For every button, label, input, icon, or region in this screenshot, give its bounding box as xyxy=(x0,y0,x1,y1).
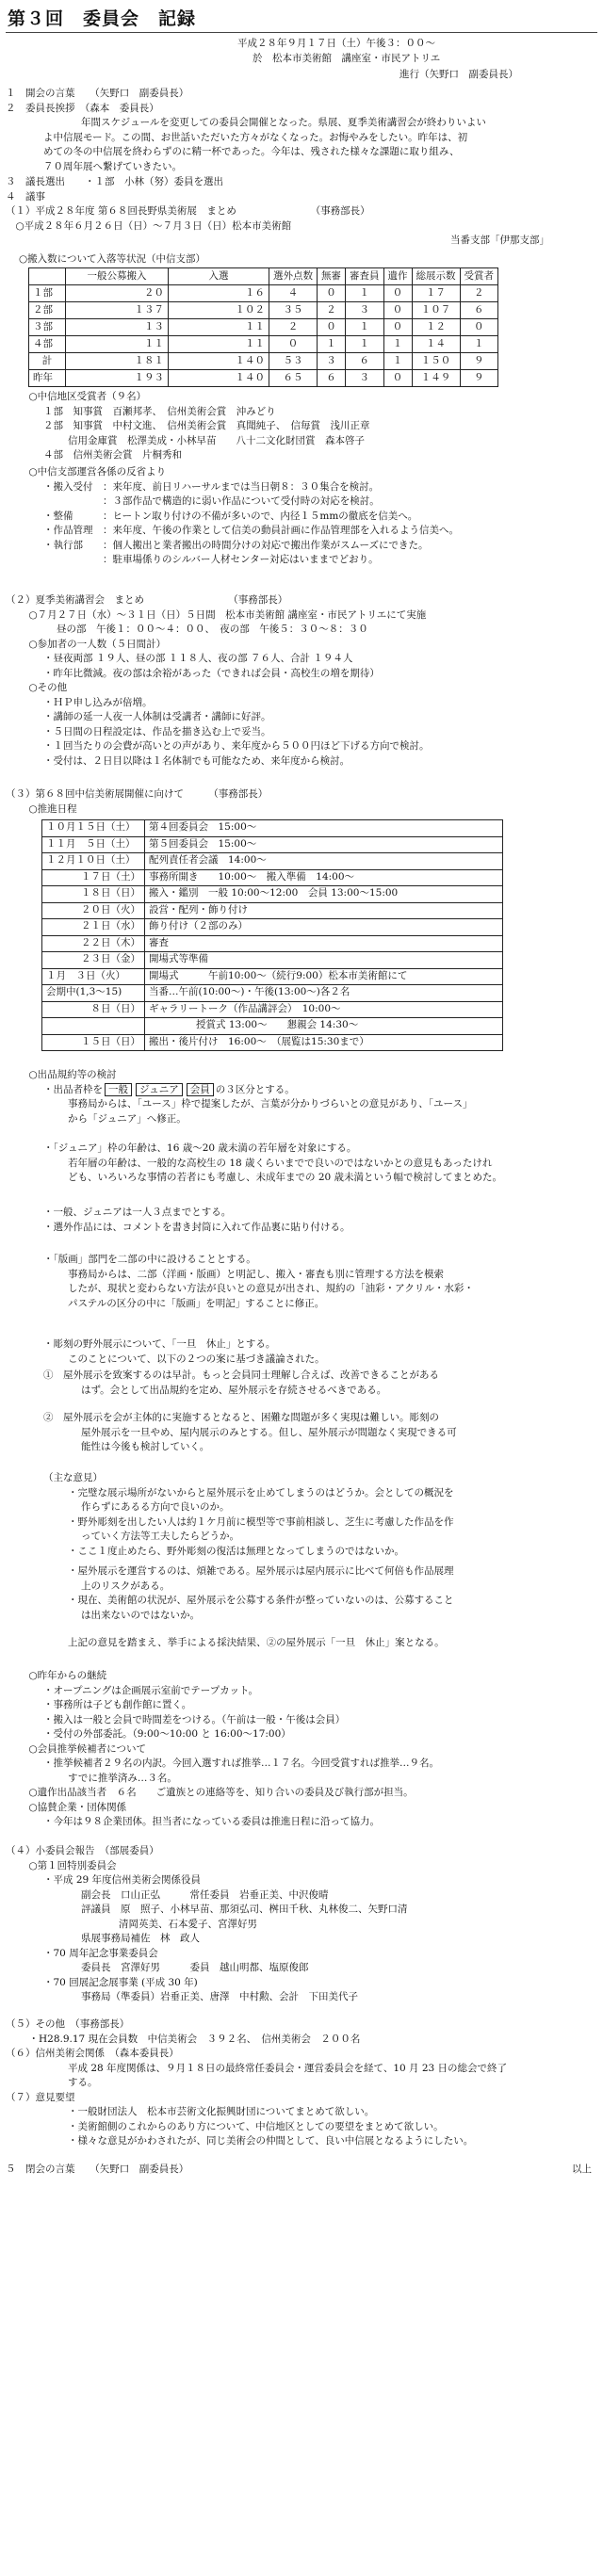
table-row xyxy=(29,353,498,370)
option-2-cont: 屋外展示を一旦やめ、屋内展示のみとする。但し、屋外展示が問題なく実現できる可 xyxy=(81,1426,457,1438)
summer-course-section xyxy=(0,593,603,769)
table-cell: １ xyxy=(318,336,346,353)
table-cell: ０ xyxy=(318,285,346,302)
schedule-row xyxy=(42,985,503,1002)
summer-line: 昼の部 午後１：００～４：００、 夜の部 午後５：３０～８：３０ xyxy=(57,624,368,635)
schedule-date xyxy=(42,1018,145,1035)
opinion-line: 上のリスクがある。 xyxy=(81,1580,171,1592)
continuing-line: ・今年は９８企業団体。担当者になっている委員は推進日程に沿って協力。 xyxy=(43,1816,380,1827)
schedule-event: 第４回委員会 15:00～ xyxy=(145,820,503,837)
review-line: ・整備 ：ヒートン取り付けの不備が多いので、内径１５mmの徹底を信美へ。 xyxy=(43,510,418,522)
continuing-line: ○遺作出品該当者 ６名 ご遺族との連絡等を、知り合いの委員及び執行部が担当。 xyxy=(19,1787,414,1798)
table-cell: ２ xyxy=(318,302,346,319)
schedule-event: 授賞式 13:00～ 懇親会 14:30～ xyxy=(145,1018,503,1035)
table-cell: ２ xyxy=(460,285,498,302)
continuing-line: ・推挙候補者２９名の内訳。今回入選すれば推挙…１７名。今回受賞すれば推挙…９名。 xyxy=(43,1758,439,1769)
schedule-date: 会期中(1,3～15) xyxy=(42,985,145,1002)
schedule-date: １８日（日） xyxy=(42,886,145,903)
meeting-date: 平成２８年９月１７日（土）午後３：００～ xyxy=(237,38,435,49)
table-cell: １９３ xyxy=(66,370,169,387)
opinion-line: ・屋外展示を運営するのは、煩雑である。屋外展示は屋内展示に比べて何倍も作品展理 xyxy=(68,1565,454,1577)
sculpture-section xyxy=(0,1337,603,1455)
table-cell: ０ xyxy=(460,319,498,336)
schedule-event: 設営・配列・飾り付け xyxy=(145,902,503,919)
summer-line: ○参加者の一人数（５日間計） xyxy=(19,638,167,650)
table-cell: ３ xyxy=(346,370,384,387)
section-heading: （４）小委員会報告 （部展委員） xyxy=(6,1845,159,1856)
section-heading: （主な意見） xyxy=(43,1472,103,1483)
general-line: ・一般、ジュニアは一人３点までとする。 xyxy=(43,1207,232,1218)
option-2-cont: 能性は今後も検討していく。 xyxy=(81,1441,210,1452)
schedule-row xyxy=(42,1018,503,1035)
subcommittee-line: 副会長 口山正弘 常任委員 岩垂正美、中沢俊晴 xyxy=(81,1888,329,1901)
entry-stats-caption xyxy=(0,252,603,267)
table-cell: １０２ xyxy=(169,302,269,319)
subcommittee-line: ・70 周年記念事業委員会 xyxy=(43,1947,158,1959)
row-label: １部 xyxy=(29,285,66,302)
subcommittee-line: 事務局（準委員）岩垂正美、唐澤 中村勲、会計 下田美代子 xyxy=(81,1991,358,2002)
others-section xyxy=(0,2017,603,2149)
general-line: ・選外作品には、コメントを書き封筒に入れて作品裏に貼り付ける。 xyxy=(43,1221,350,1233)
table-cell: １６ xyxy=(169,285,269,302)
subcommittee-line: 県展事務局補佐 林 政人 xyxy=(81,1933,200,1944)
table-cell: ６ xyxy=(346,353,384,370)
section-heading: （２）夏季美術講習会 まとめ （事務部長） xyxy=(6,594,288,606)
row-label: ２部 xyxy=(29,302,66,319)
schedule-caption: ○推進日程 xyxy=(19,802,77,815)
summer-line: ○７月２７日（水）～３１日（日）５日間 松本市美術館 講座室・市民アトリエにて実施 xyxy=(19,608,427,621)
header-cell: 入選 xyxy=(169,268,269,285)
schedule-event: 搬出・後片付け 16:00～ （展覧は15:30まで） xyxy=(145,1034,503,1051)
summer-line: ・５日間の日程設定は、作品を描き込む上で妥当。 xyxy=(43,725,271,737)
section-heading: （１）平成２８年度 第６８回長野県美術展 まとめ （事務部長） xyxy=(6,205,370,217)
category-line xyxy=(0,1083,603,1098)
schedule-date: １月 ３日（火） xyxy=(42,968,145,985)
row-label: 昨年 xyxy=(29,370,66,387)
award-line: 信用金庫賞 松澤美成・小林早苗 八十二文化財団賞 森本啓子 xyxy=(68,434,365,446)
hanga-line: 事務局からは、二部（洋画・版画）と明記し、搬入・審査も別に管理する方法を模索 xyxy=(68,1268,444,1280)
document-title: 第３回 委員会 記録 xyxy=(8,8,197,29)
header-cell: 遺作 xyxy=(383,268,412,285)
vote-result: 上記の意見を踏まえ、挙手による採決結果、②の屋外展示「一旦 休止」案となる。 xyxy=(68,1637,445,1648)
hanga-line: ・「版画」部門を二部の中に設けることとする。 xyxy=(43,1254,256,1265)
summer-line: ・昼夜両部 １９人、昼の部 １１８人、夜の部 ７６人、合計 １９４人 xyxy=(43,653,353,664)
header-cell: 総展示数 xyxy=(412,268,460,285)
schedule-row xyxy=(42,968,503,985)
entry-stats-table-wrap xyxy=(28,267,556,387)
agenda-item: ２ 委員長挨拶 （森本 委員長） xyxy=(6,102,159,114)
section-heading: （５）その他 （事務部長） xyxy=(6,2018,130,2030)
table-cell: １ xyxy=(383,336,412,353)
entry-stats-table xyxy=(28,267,498,387)
agenda-item: ４ 議事 xyxy=(6,190,45,203)
award-line: ２部 知事賞 中村文進、 信州美術会賞 真聞純子、 信毎賞 浅川正章 xyxy=(43,420,370,431)
table-cell: １４０ xyxy=(169,353,269,370)
subcommittee-line: ○第１回特別委員会 xyxy=(19,1859,117,1871)
table-cell: １５０ xyxy=(412,353,460,370)
schedule-row xyxy=(42,902,503,919)
greeting-line: よ中信展モード。この間、お世話いただいた方々がなくなった。お悔やみをしたい。昨年は、初 xyxy=(43,131,468,143)
table-cell: ９ xyxy=(460,353,498,370)
closing-line: ５ 閉会の言葉 （矢野口 副委員長） xyxy=(6,2163,189,2175)
others-line: ・一般財団法人 松本市芸術文化振興財団についてまとめて欲しい。 xyxy=(68,2106,375,2117)
table-cell: １１ xyxy=(169,336,269,353)
section-heading: ○会員推挙候補者について xyxy=(19,1742,146,1755)
table-cell: １ xyxy=(346,285,384,302)
section-heading: （６）信州美術会関係 （森本委員長） xyxy=(6,2048,179,2059)
closing xyxy=(0,2163,603,2178)
table-cell: ５３ xyxy=(269,353,318,370)
review-line: ・搬入受付 ：来年度、前日リハーサルまでは当日朝８：３０集合を検討。 xyxy=(43,480,380,493)
schedule-event: 開場式等準備 xyxy=(145,952,503,969)
table-cell: １１ xyxy=(66,336,169,353)
schedule-row xyxy=(42,935,503,952)
table-cell: ９ xyxy=(460,370,498,387)
agenda-section xyxy=(0,175,603,249)
schedule-event: 第５回委員会 15:00～ xyxy=(145,836,503,853)
schedule-event: 当番…午前(10:00～)・午後(13:00～)各２名 xyxy=(145,985,503,1002)
opinion-line: ・現在、美術館の状況が、屋外展示を公募する条件が整っていないのは、公募すること xyxy=(68,1595,454,1606)
schedule-date: １２月１０日（土） xyxy=(42,853,145,870)
review-line: ・作品管理 ：来年度、午後の作業として信美の動員計画に作品管理部を入れるよう信美へ。 xyxy=(43,525,459,536)
table-cell: ０ xyxy=(269,336,318,353)
schedule-row xyxy=(42,919,503,936)
others-line: 平成 28 年度関係は、９月１８日の最終常任委員会・運営委員会を経て、10 月 23 日の総会で終了 xyxy=(68,2062,508,2074)
schedule-row xyxy=(42,869,503,886)
header-cell: 一般公募搬入 xyxy=(66,268,169,285)
junior-line: 若年層の年齢は、一般的な高校生の 18 歳くらいまでで良いのではないかとの意見もあったけれ xyxy=(68,1157,493,1169)
meeting-facilitator: 進行（矢野口 副委員長） xyxy=(399,68,518,80)
greeting-line: 年間スケジュールを変更しての委員会開催となった。県展、夏季美術講習会が終わりいよい xyxy=(81,117,486,128)
summer-line: ・昨年比微減。夜の部は余裕があった（できれば会員・高校生の増を期待） xyxy=(43,667,380,679)
table-cell: １４ xyxy=(412,336,460,353)
section-heading: （７）意見要望 xyxy=(6,2091,75,2103)
subcommittee-line: 清岡英美、石本愛子、宮澤好男 xyxy=(119,1918,257,1930)
review-line: ：３部作品で構造的に弱い作品について受付時の対応を検討。 xyxy=(43,495,380,507)
table-cell: ０ xyxy=(383,285,412,302)
others-line: ・H28.9.17 現在会員数 中信美術会 ３９２名、 信州美術会 ２００名 xyxy=(19,2033,361,2045)
hanga-line: したが、現状と変わらない方法が良いとの意見が出され、規約の「油彩・アクリル・水彩・ xyxy=(68,1283,474,1294)
subcommittee-line: 委員長 宮澤好男 委員 越山明都、塩原俊郎 xyxy=(81,1962,309,1973)
section-heading: ○出品規約等の検討 xyxy=(19,1069,117,1080)
continuing-line: ・オープニングは企画展示室前でテープカット。 xyxy=(43,1684,259,1696)
table-cell: １ xyxy=(460,336,498,353)
category-outro: の３区分とする。 xyxy=(215,1083,295,1095)
continuing-section xyxy=(0,1669,603,1830)
meeting-header xyxy=(237,36,595,82)
row-label: ４部 xyxy=(29,336,66,353)
row-label: 計 xyxy=(29,353,66,370)
award-line: ４部 信州美術会賞 片桐秀和 xyxy=(43,449,182,461)
subcommittee-line: 評議員 原 照子、小林早苗、那須弘司、桝田千秋、丸林俊二、矢野口清 xyxy=(81,1904,408,1915)
opening-items xyxy=(0,87,603,116)
table-cell: １８１ xyxy=(66,353,169,370)
table-cell: ４ xyxy=(269,285,318,302)
option-2: ② 屋外展示を会が主体的に実施するとなると、困難な問題が多く実現は難しい。彫刻の xyxy=(43,1412,439,1423)
schedule-date: ８日（日） xyxy=(42,1001,145,1018)
table-cell: １４０ xyxy=(169,370,269,387)
header-cell: 選外点数 xyxy=(269,268,318,285)
header-cell: 受賞者 xyxy=(460,268,498,285)
table-cell: １ xyxy=(346,336,384,353)
table-cell: ０ xyxy=(383,302,412,319)
opinion-line: ・野外彫刻を出したい人は約１ケ月前に模型等で事前相談し、芝生に考慮した作品を作 xyxy=(68,1515,454,1528)
section-heading: ○中信地区受賞者（９名） xyxy=(19,391,147,402)
table-cell: ０ xyxy=(383,370,412,387)
greeting-line: めての冬の中信展を終わらずのに精一杯であった。今年は、残された様々な課題に取り組み、 xyxy=(43,146,460,157)
table-cell: ６５ xyxy=(269,370,318,387)
schedule-row xyxy=(42,853,503,870)
opinions-section xyxy=(0,1471,603,1651)
awards-section xyxy=(0,390,603,463)
summer-line: ・１回当たりの会費が高いとの声があり、来年度から５００円ほど下げる方向で検討。 xyxy=(43,740,430,752)
table-cell: １３７ xyxy=(66,302,169,319)
header-cell xyxy=(29,268,66,285)
title-divider xyxy=(6,32,597,33)
table-cell: ３ xyxy=(346,302,384,319)
schedule-date: １１月 ５日（土） xyxy=(42,836,145,853)
summer-line: ・講師の延一人夜一人体制は受講者・講師に好評。 xyxy=(43,711,271,722)
opinion-line: ・完璧な展示場所がないからと屋外展示を止めてしまうのはどうか。会としての概況を xyxy=(68,1486,454,1499)
rules-line: 事務局からは、「ユース」枠で提案したが、言葉が分かりづらいとの意見があり、「ユース」 xyxy=(68,1098,473,1110)
schedule-date: １７日（土） xyxy=(42,869,145,886)
schedule-date: ２３日（金） xyxy=(42,952,145,969)
schedule-event: 事務所開き 10:00～ 搬入準備 14:00～ xyxy=(145,869,503,886)
others-line: ・美術館側のこれからのあり方について、中信地区としての要望をまとめて欲しい。 xyxy=(68,2120,444,2132)
table-row xyxy=(29,336,498,353)
agenda-item: １ 開会の言葉 （矢野口 副委員長） xyxy=(6,88,189,99)
schedule-date: ２１日（水） xyxy=(42,919,145,936)
schedule-row xyxy=(42,886,503,903)
table-header-row xyxy=(29,268,498,285)
sculpture-line: このことについて、以下の２つの案に基づき議論された。 xyxy=(68,1353,325,1365)
continuing-line: ・搬入は一般と会員で時間差をつける。（午前は一般・午後は会員） xyxy=(43,1713,346,1725)
section-heading: （３）第６８回中信美術展開催に向けて （事務部長） xyxy=(6,788,269,800)
host-branch: 当番支部「伊那支部」 xyxy=(450,235,549,246)
option-1: ① 屋外展示を致案するのは早計。もっと会員同士理解し合えば、改善できることがある xyxy=(43,1369,439,1381)
option-1-cont: はず。会として出品規約を定め、屋外展示を存続させるべきである。 xyxy=(81,1384,387,1396)
table-cell: ３５ xyxy=(269,302,318,319)
section-heading: ○中信支部運営各係の反省より xyxy=(19,466,167,478)
summer-line: ・ＨＰ申し込みが倍増。 xyxy=(43,696,153,708)
general-section xyxy=(0,1206,603,1235)
category-intro: ・出品者枠を xyxy=(43,1083,103,1095)
table-cell: １３ xyxy=(66,319,169,336)
table-cell: ２０ xyxy=(66,285,169,302)
opinion-line: 作らずにあるる方向で良いのか。 xyxy=(81,1501,230,1513)
summer-line: ○その他 xyxy=(19,682,68,693)
subcommittee-line: ・70 回展記念展事業 (平成 30 年) xyxy=(43,1976,198,1988)
rules-section xyxy=(0,1068,603,1126)
schedule-row xyxy=(42,820,503,837)
chair-greeting xyxy=(0,116,603,174)
table-cell: １ xyxy=(383,353,412,370)
schedule-row xyxy=(42,1034,503,1051)
table-cell: ２ xyxy=(269,319,318,336)
row-label: ３部 xyxy=(29,319,66,336)
table-cell: １４９ xyxy=(412,370,460,387)
table-row xyxy=(29,319,498,336)
schedule-table-wrap xyxy=(41,819,513,1051)
schedule-event: 開場式 午前10:00～（続行9:00）松本市美術館にて xyxy=(145,968,503,985)
table-cell: ３ xyxy=(318,353,346,370)
table-cell: ６ xyxy=(318,370,346,387)
subcommittee-section xyxy=(0,1844,603,2005)
category-junior: ジュニア xyxy=(136,1083,183,1096)
continuing-line: ・事務所は子ども創作館に置く。 xyxy=(43,1699,192,1710)
review-line: ：駐車場係りのシルバー人材センター対応はいままでどおり。 xyxy=(43,554,379,565)
schedule-date: ２２日（木） xyxy=(42,935,145,952)
schedule-event: ギャラリートーク（作品講評会） 10:00～ xyxy=(145,1001,503,1018)
header-cell: 無審 xyxy=(318,268,346,285)
schedule-row xyxy=(42,952,503,969)
section-heading: ○昨年からの継続 xyxy=(19,1670,107,1681)
others-line: ・様々な意見がかわされたが、同じ美術会の仲間として、良い中信展となるようにしたい。 xyxy=(68,2135,474,2147)
table-cell: １０７ xyxy=(412,302,460,319)
table-row xyxy=(29,285,498,302)
exhibition-dates: ○平成２８年６月２６日（日）～７月３日（日）松本市美術館 xyxy=(6,219,292,232)
others-line: する。 xyxy=(68,2077,98,2088)
schedule-date: １０月１５日（土） xyxy=(42,820,145,837)
category-member: 会員 xyxy=(187,1083,214,1096)
greeting-line: ７０周年展へ繋げていきたい。 xyxy=(43,160,182,172)
table-row xyxy=(29,302,498,319)
schedule-row xyxy=(42,1001,503,1018)
junior-section xyxy=(0,1142,603,1186)
table-cell: ０ xyxy=(318,319,346,336)
sculpture-line: ・彫刻の野外展示について、「一旦 休止」とする。 xyxy=(43,1338,276,1350)
header-cell: 審査員 xyxy=(346,268,384,285)
table-row xyxy=(29,370,498,387)
summer-line: ・受付は、２日目以降は１名体制でも可能なため、来年度から検討。 xyxy=(43,754,350,767)
table-cell: ０ xyxy=(383,319,412,336)
continuing-line: ・受付の外部委託。（9:00～10:00 と 16:00～17:00） xyxy=(43,1728,291,1740)
table-caption: ○搬入数について入落等状況（中信支部） xyxy=(19,253,205,265)
schedule-table xyxy=(41,819,503,1051)
rules-line: から「ジュニア」へ修正。 xyxy=(68,1112,187,1125)
schedule-event: 飾り付け（２部のみ） xyxy=(145,919,503,936)
schedule-date: １５日（日） xyxy=(42,1034,145,1051)
section-heading: ○協賛企業・団体関係 xyxy=(19,1801,127,1813)
opinion-line: は出来ないのではないか。 xyxy=(81,1609,200,1621)
table-cell: １１ xyxy=(169,319,269,336)
end-mark: 以上 xyxy=(572,2163,592,2175)
hanga-section xyxy=(0,1253,603,1311)
review-section xyxy=(0,465,603,568)
category-general: 一般 xyxy=(105,1083,132,1096)
table-cell: ６ xyxy=(460,302,498,319)
opinion-line: っていく方法等工夫したらどうか。 xyxy=(81,1531,239,1542)
opinion-line: ・ここ１度止めたら、野外彫刻の復活は無理となってしまうのではないか。 xyxy=(68,1545,404,1557)
schedule-event: 審査 xyxy=(145,935,503,952)
review-line: ・執行部 ：個人搬出と業者搬出の時間分けの対応で搬出作業がスムーズにできた。 xyxy=(43,539,429,551)
agenda-item: ３ 議長選出 ・１部 小林（努）委員を選出 xyxy=(6,176,223,187)
schedule-row xyxy=(42,836,503,853)
continuing-line: すでに推挙済み…３名。 xyxy=(68,1772,177,1784)
junior-line: ども、いろいろな事情の若者にも考慮し、未成年までの 20 歳未満という幅で検討してまとめた。 xyxy=(68,1172,503,1183)
table-cell: １ xyxy=(346,319,384,336)
table-cell: １７ xyxy=(412,285,460,302)
table-cell: １２ xyxy=(412,319,460,336)
subcommittee-line: ・平成 29 年度信州美術会関係役員 xyxy=(43,1874,202,1886)
schedule-event: 搬入・鑑別 一般 10:00～12:00 会員 13:00～15:00 xyxy=(145,886,503,903)
meeting-place: 於 松本市美術館 講座室・市民アトリエ xyxy=(253,53,441,65)
schedule-event: 配列責任者会議 14:00～ xyxy=(145,853,503,870)
junior-line: ・「ジュニア」枠の年齢は、16 歳～20 歳未満の若年層を対象にする。 xyxy=(43,1142,357,1154)
award-line: １部 知事賞 百瀬邦孝、 信州美術会賞 沖みどり xyxy=(43,405,276,417)
schedule-date: ２０日（火） xyxy=(42,902,145,919)
hanga-line: パステルの区分の中に「版画」を明記」することに修正。 xyxy=(68,1297,325,1309)
exhibition-section xyxy=(0,787,603,817)
